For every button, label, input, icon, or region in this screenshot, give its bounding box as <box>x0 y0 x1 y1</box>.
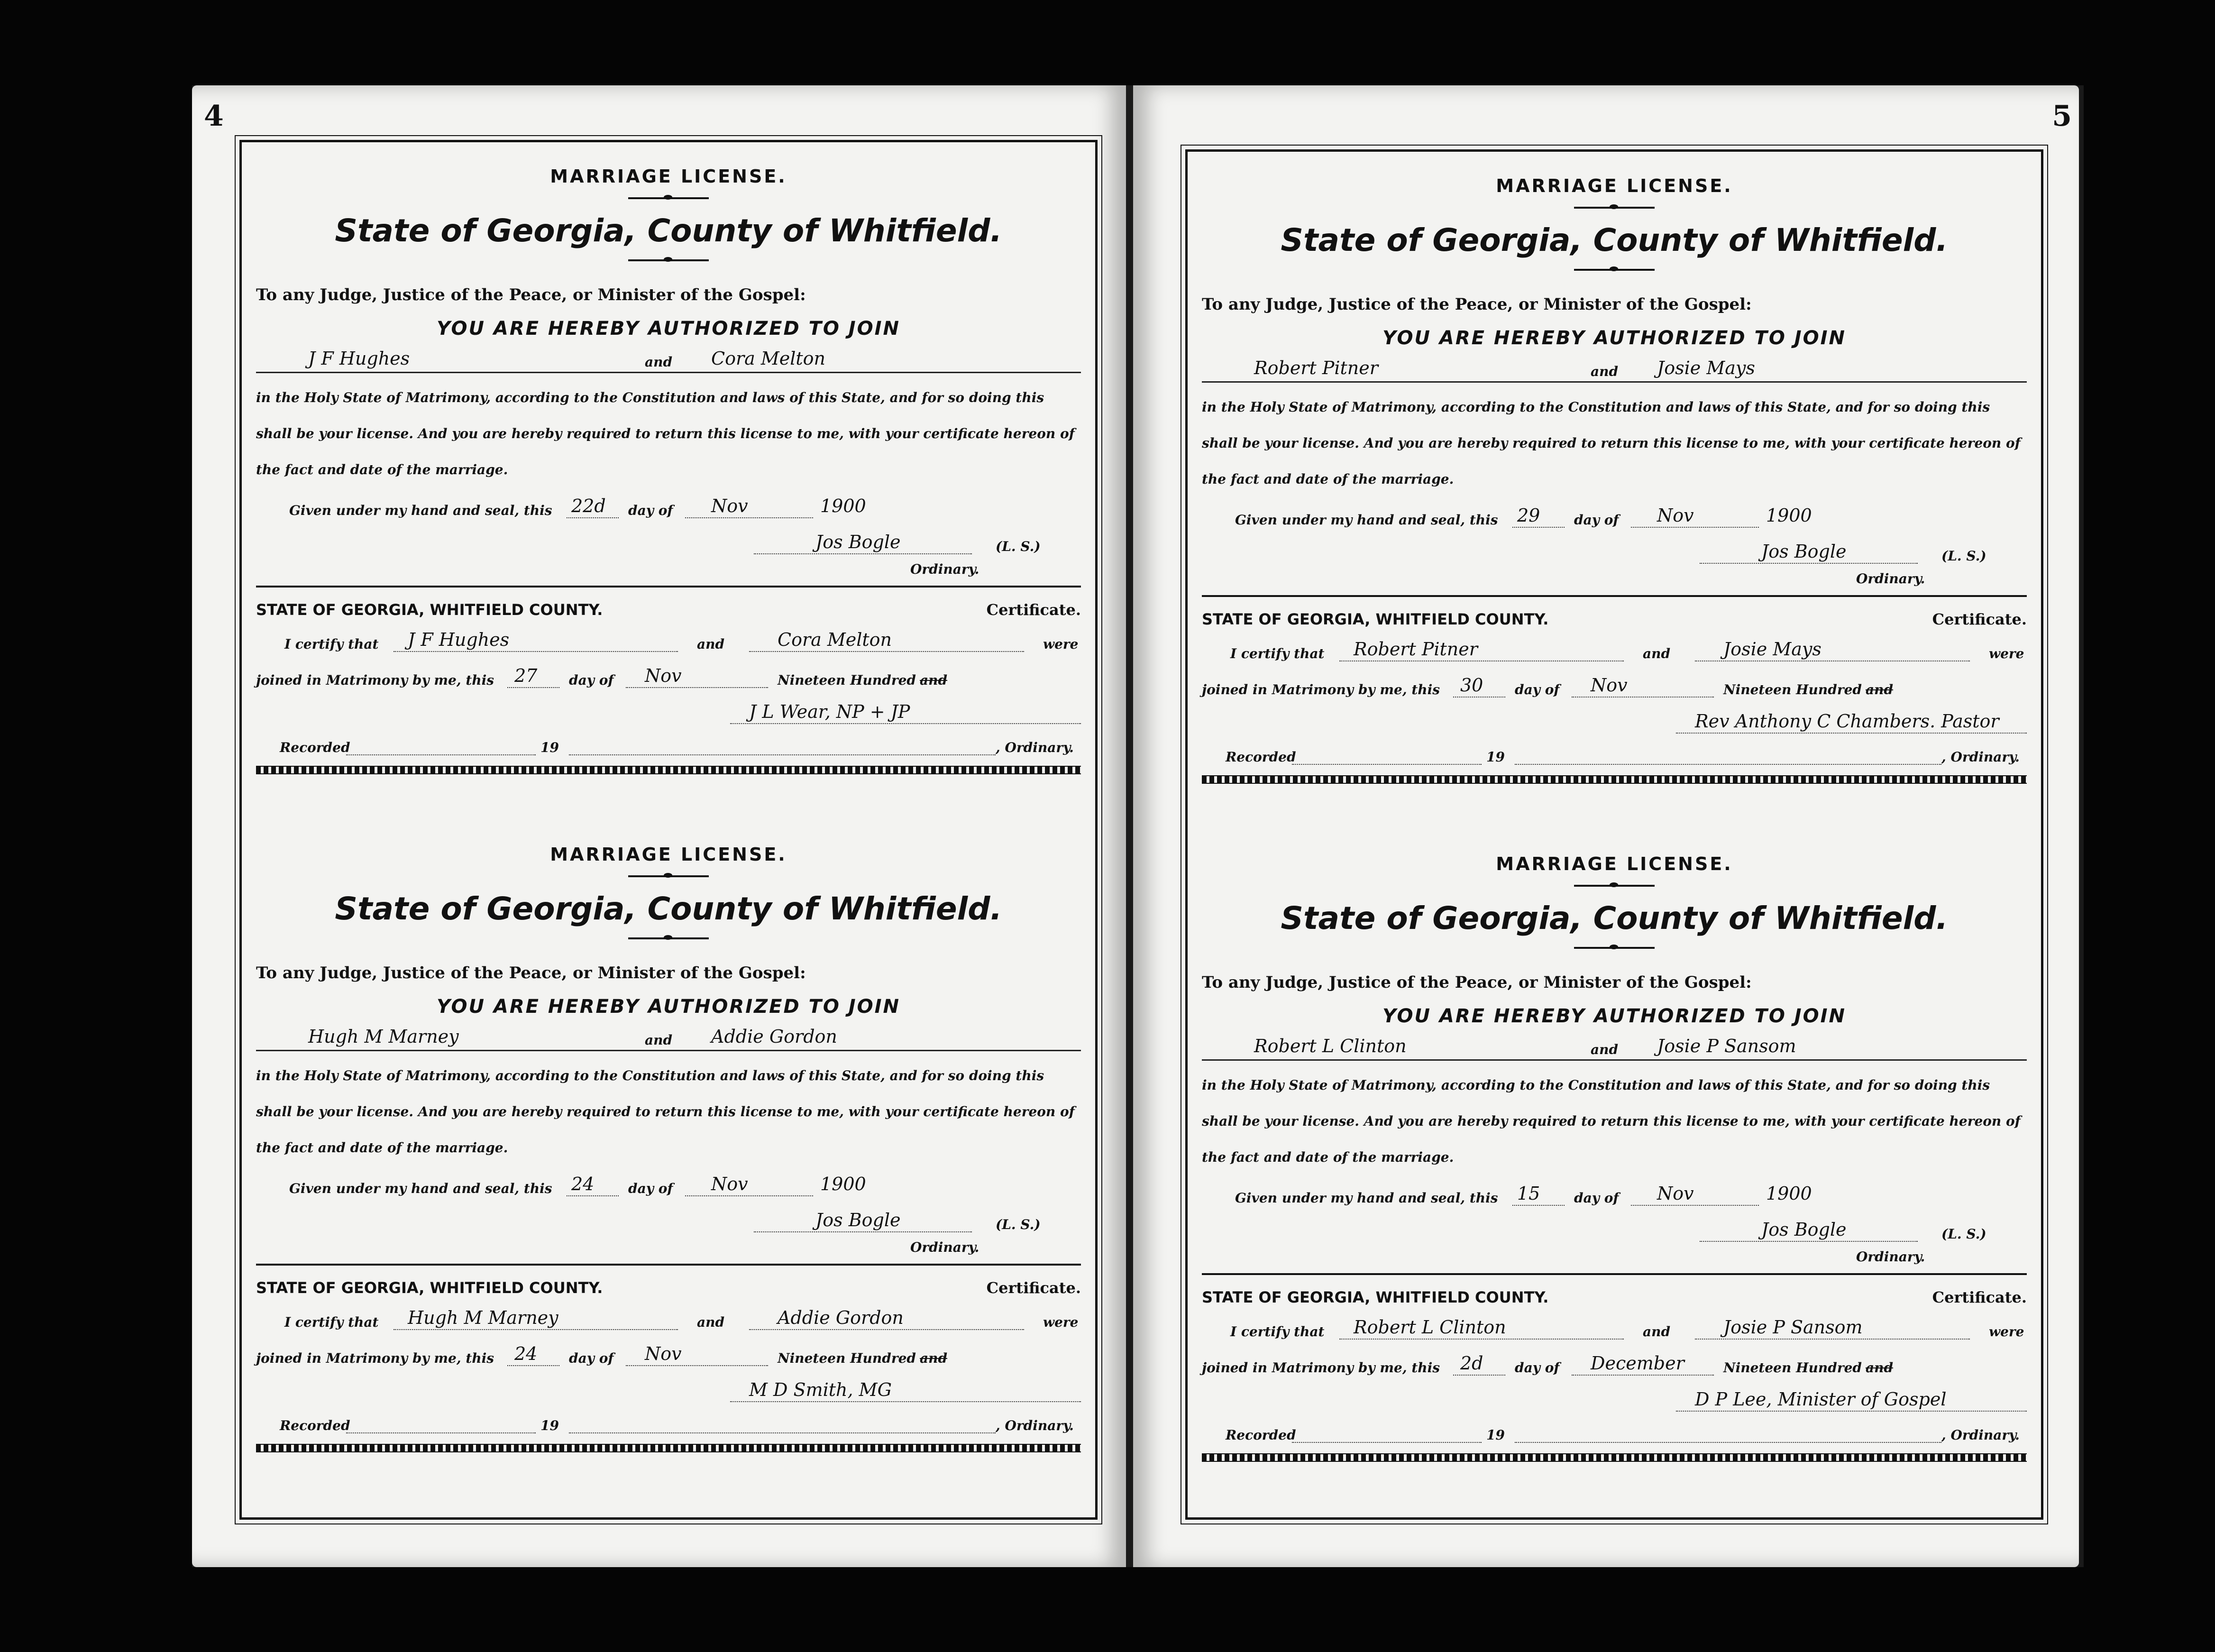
cert-groom-name: Robert Pitner <box>1354 639 1478 660</box>
certificate-label: Certificate. <box>986 601 1081 619</box>
given-line <box>1202 497 2027 533</box>
and-struck-label: and <box>920 672 948 688</box>
bride-name: Josie P Sansom <box>1657 1036 1796 1056</box>
ornament-divider <box>628 937 709 942</box>
given-month: Nov <box>711 496 748 516</box>
address-line: To any Judge, Justice of the Peace, or Minister of the Gospel: <box>1202 295 1752 314</box>
recorded-line <box>1202 739 2027 771</box>
address-line: To any Judge, Justice of the Peace, or Minister of the Gospel: <box>256 285 806 304</box>
joined-line <box>1202 667 2027 703</box>
joined-label: joined in Matrimony by me, this <box>256 1350 494 1366</box>
license-body-text: in the Holy State of Matrimony, according to the Constitution and laws of this State, and for so doing this shall be your license. And you are hereby required to return this license to me, with your certificate hereon of the fact and date of the marriage. <box>1202 1077 2021 1165</box>
ornament-divider <box>1574 269 1655 274</box>
nineteen-short-label: 19 <box>540 1418 559 1433</box>
certificate-county: STATE OF GEORGIA, WHITFIELD COUNTY. <box>1202 1288 1549 1306</box>
given-year: 1900 <box>820 1174 866 1194</box>
joined-line <box>256 658 1081 694</box>
address-line: To any Judge, Justice of the Peace, or Minister of the Gospel: <box>256 964 806 982</box>
given-day: 22d <box>571 496 606 516</box>
joined-label: joined in Matrimony by me, this <box>256 672 494 688</box>
recorded-label: Recorded <box>280 1418 350 1433</box>
ordinary-signature-line <box>256 1202 1081 1238</box>
given-day: 29 <box>1517 505 1540 526</box>
were-label: were <box>1043 636 1079 652</box>
section-rule <box>1202 1273 2027 1275</box>
and-label: and <box>697 636 725 652</box>
given-label: Given under my hand and seal, this <box>1235 512 1498 528</box>
given-line <box>1202 1175 2027 1211</box>
and-label: and <box>1643 1324 1671 1340</box>
recorded-line <box>1202 1417 2027 1449</box>
given-day: 24 <box>571 1174 595 1194</box>
ordinary-signature-line <box>1202 1211 2027 1248</box>
officiant-line <box>1202 1381 2027 1417</box>
certificate-county: STATE OF GEORGIA, WHITFIELD COUNTY. <box>256 601 603 619</box>
were-label: were <box>1043 1314 1079 1330</box>
ordinary-comma-label: , Ordinary. <box>1941 749 2020 765</box>
certificate-label: Certificate. <box>986 1279 1081 1297</box>
license-heading: MARRIAGE LICENSE. <box>550 844 787 865</box>
bride-name: Cora Melton <box>711 348 826 369</box>
cert-groom-name: Hugh M Marney <box>408 1307 558 1328</box>
ornament-divider <box>628 197 709 202</box>
state-county-title: State of Georgia, County of Whitfield. <box>335 212 1002 249</box>
page-frame <box>239 140 1098 1520</box>
officiant-line <box>256 1372 1081 1408</box>
were-label: were <box>1989 1324 2024 1340</box>
ornament-chain-divider <box>1202 1453 2027 1462</box>
ornament-divider <box>628 875 709 880</box>
officiant-signature: J L Wear, NP + JP <box>749 701 910 722</box>
recorded-label: Recorded <box>1226 1427 1296 1443</box>
authorization-line: YOU ARE HEREBY AUTHORIZED TO JOIN <box>436 318 901 340</box>
authorization-line: YOU ARE HEREBY AUTHORIZED TO JOIN <box>436 996 901 1018</box>
day-of-label: day of <box>1515 682 1560 698</box>
certificate-county: STATE OF GEORGIA, WHITFIELD COUNTY. <box>256 1279 603 1297</box>
given-label: Given under my hand and seal, this <box>289 1181 552 1196</box>
authorization-line: YOU ARE HEREBY AUTHORIZED TO JOIN <box>1382 327 1847 349</box>
officiant-signature: M D Smith, MG <box>749 1379 892 1400</box>
cert-bride-name: Josie P Sansom <box>1723 1317 1863 1338</box>
given-line <box>256 488 1081 524</box>
page-number-left: 4 <box>204 100 224 133</box>
certificate-county: STATE OF GEORGIA, WHITFIELD COUNTY. <box>1202 610 1549 628</box>
section-rule <box>256 1264 1081 1266</box>
ordinary-comma-label: , Ordinary. <box>996 740 1074 755</box>
officiant-line <box>1202 703 2027 739</box>
names-line <box>256 343 1081 373</box>
nineteen-hundred-label: Nineteen Hundred <box>1723 682 1862 698</box>
married-month: Nov <box>645 1343 682 1364</box>
joined-line <box>256 1336 1081 1372</box>
given-month: Nov <box>711 1174 748 1194</box>
marriage-license-entry <box>1202 166 2027 837</box>
marriage-license-entry <box>256 835 1081 1505</box>
section-rule <box>256 586 1081 587</box>
cert-groom-name: J F Hughes <box>408 629 510 650</box>
certify-line <box>1202 1309 2027 1345</box>
nineteen-short-label: 19 <box>1486 1427 1505 1443</box>
ornament-chain-divider <box>256 1444 1081 1452</box>
nineteen-short-label: 19 <box>1486 749 1505 765</box>
ls-label: (L. S.) <box>1941 548 1986 564</box>
married-day: 30 <box>1460 675 1483 696</box>
and-label: and <box>1591 364 1619 379</box>
page-frame <box>1185 149 2043 1520</box>
and-label: and <box>1643 646 1671 661</box>
license-body-text: in the Holy State of Matrimony, according to the Constitution and laws of this State, and for so doing this shall be your license. And you are hereby required to return this license to me, with your certificate hereon of the fact and date of the marriage. <box>1202 399 2021 487</box>
groom-name: Robert Pitner <box>1254 358 1378 378</box>
recorded-label: Recorded <box>1226 749 1296 765</box>
certify-line <box>256 622 1081 658</box>
married-month: December <box>1591 1353 1684 1374</box>
certify-label: I certify that <box>284 636 379 652</box>
given-year: 1900 <box>1766 1183 1812 1204</box>
right-page <box>1133 85 2079 1567</box>
address-line: To any Judge, Justice of the Peace, or Minister of the Gospel: <box>1202 973 1752 992</box>
given-month: Nov <box>1657 505 1694 526</box>
married-day: 27 <box>514 665 538 686</box>
given-label: Given under my hand and seal, this <box>289 503 552 518</box>
married-day: 2d <box>1460 1353 1483 1374</box>
officiant-signature: Rev Anthony C Chambers. Pastor <box>1695 711 1999 732</box>
and-label: and <box>645 1032 673 1048</box>
nineteen-hundred-label: Nineteen Hundred <box>778 1350 916 1366</box>
left-page <box>192 85 1126 1567</box>
names-line <box>1202 1031 2027 1061</box>
given-day: 15 <box>1517 1183 1540 1204</box>
section-rule <box>1202 595 2027 597</box>
ordinary-label: Ordinary. <box>910 1239 979 1255</box>
recorded-line <box>256 1408 1081 1439</box>
cert-bride-name: Addie Gordon <box>778 1307 904 1328</box>
given-month: Nov <box>1657 1183 1694 1204</box>
authorization-line: YOU ARE HEREBY AUTHORIZED TO JOIN <box>1382 1005 1847 1027</box>
given-year: 1900 <box>820 496 866 516</box>
joined-label: joined in Matrimony by me, this <box>1202 1360 1440 1376</box>
and-struck-label: and <box>1866 682 1894 698</box>
and-label: and <box>1591 1042 1619 1057</box>
ornament-divider <box>628 259 709 264</box>
names-line <box>256 1021 1081 1051</box>
groom-name: Hugh M Marney <box>308 1026 459 1047</box>
day-of-label: day of <box>569 672 614 688</box>
recorded-line <box>256 730 1081 761</box>
certificate-label: Certificate. <box>1932 610 2027 628</box>
married-month: Nov <box>1591 675 1628 696</box>
certify-label: I certify that <box>1230 646 1325 661</box>
ls-label: (L. S.) <box>1941 1226 1986 1242</box>
nineteen-hundred-label: Nineteen Hundred <box>778 672 916 688</box>
and-label: and <box>645 354 673 370</box>
were-label: were <box>1989 646 2024 661</box>
certificate-label: Certificate. <box>1932 1288 2027 1306</box>
day-of-label: day of <box>1515 1360 1560 1376</box>
state-county-title: State of Georgia, County of Whitfield. <box>1281 222 1948 258</box>
given-line <box>256 1166 1081 1202</box>
and-struck-label: and <box>920 1350 948 1366</box>
ordinary-comma-label: , Ordinary. <box>996 1418 1074 1433</box>
ls-label: (L. S.) <box>996 539 1041 554</box>
ordinary-label: Ordinary. <box>910 561 979 577</box>
certificate-header <box>256 1271 1081 1300</box>
ordinary-signature: Jos Bogle <box>1761 1219 1847 1240</box>
ordinary-label: Ordinary. <box>1856 571 1925 587</box>
nineteen-short-label: 19 <box>540 740 559 755</box>
certify-label: I certify that <box>284 1314 379 1330</box>
certify-line <box>256 1300 1081 1336</box>
ordinary-signature: Jos Bogle <box>815 532 901 552</box>
ornament-chain-divider <box>1202 775 2027 784</box>
given-year: 1900 <box>1766 505 1812 526</box>
married-month: Nov <box>645 665 682 686</box>
day-of-label: day of <box>628 1181 673 1196</box>
officiant-signature: D P Lee, Minister of Gospel <box>1695 1389 1947 1410</box>
marriage-license-entry <box>1202 844 2027 1515</box>
given-label: Given under my hand and seal, this <box>1235 1190 1498 1206</box>
license-heading: MARRIAGE LICENSE. <box>550 166 787 187</box>
state-county-title: State of Georgia, County of Whitfield. <box>335 890 1002 927</box>
marriage-license-entry <box>256 156 1081 827</box>
cert-bride-name: Cora Melton <box>778 629 892 650</box>
license-body-text: in the Holy State of Matrimony, according to the Constitution and laws of this State, and for so doing this shall be your license. And you are hereby required to return this license to me, with your certificate hereon of the fact and date of the marriage. <box>256 390 1075 477</box>
officiant-line <box>256 694 1081 730</box>
ornament-divider <box>1574 947 1655 952</box>
ordinary-comma-label: , Ordinary. <box>1941 1427 2020 1443</box>
ls-label: (L. S.) <box>996 1217 1041 1232</box>
ordinary-signature-line <box>256 524 1081 560</box>
and-label: and <box>697 1314 725 1330</box>
groom-name: Robert L Clinton <box>1254 1036 1407 1056</box>
day-of-label: day of <box>569 1350 614 1366</box>
state-county-title: State of Georgia, County of Whitfield. <box>1281 900 1948 936</box>
certificate-header <box>1202 1281 2027 1309</box>
ornament-divider <box>1574 207 1655 211</box>
ornament-divider <box>1574 885 1655 890</box>
joined-label: joined in Matrimony by me, this <box>1202 682 1440 698</box>
bride-name: Addie Gordon <box>711 1026 837 1047</box>
license-heading: MARRIAGE LICENSE. <box>1496 854 1733 874</box>
groom-name: J F Hughes <box>308 348 410 369</box>
day-of-label: day of <box>1574 1190 1619 1206</box>
ordinary-signature: Jos Bogle <box>1761 541 1847 562</box>
day-of-label: day of <box>1574 512 1619 528</box>
cert-bride-name: Josie Mays <box>1723 639 1821 660</box>
bride-name: Josie Mays <box>1657 358 1755 378</box>
recorded-label: Recorded <box>280 740 350 755</box>
page-number-right: 5 <box>2052 100 2072 133</box>
certify-line <box>1202 631 2027 667</box>
married-day: 24 <box>514 1343 538 1364</box>
certify-label: I certify that <box>1230 1324 1325 1340</box>
cert-groom-name: Robert L Clinton <box>1354 1317 1506 1338</box>
license-heading: MARRIAGE LICENSE. <box>1496 175 1733 196</box>
ordinary-signature: Jos Bogle <box>815 1210 901 1230</box>
certificate-header <box>256 593 1081 622</box>
ordinary-label: Ordinary. <box>1856 1249 1925 1265</box>
ornament-chain-divider <box>256 766 1081 774</box>
certificate-header <box>1202 603 2027 631</box>
ordinary-signature-line <box>1202 533 2027 569</box>
nineteen-hundred-label: Nineteen Hundred <box>1723 1360 1862 1376</box>
and-struck-label: and <box>1866 1360 1894 1376</box>
names-line <box>1202 353 2027 383</box>
register-book <box>192 85 2084 1567</box>
license-body-text: in the Holy State of Matrimony, according to the Constitution and laws of this State, and for so doing this shall be your license. And you are hereby required to return this license to me, with your certificate hereon of the fact and date of the marriage. <box>256 1068 1075 1156</box>
day-of-label: day of <box>628 503 673 518</box>
joined-line <box>1202 1345 2027 1381</box>
